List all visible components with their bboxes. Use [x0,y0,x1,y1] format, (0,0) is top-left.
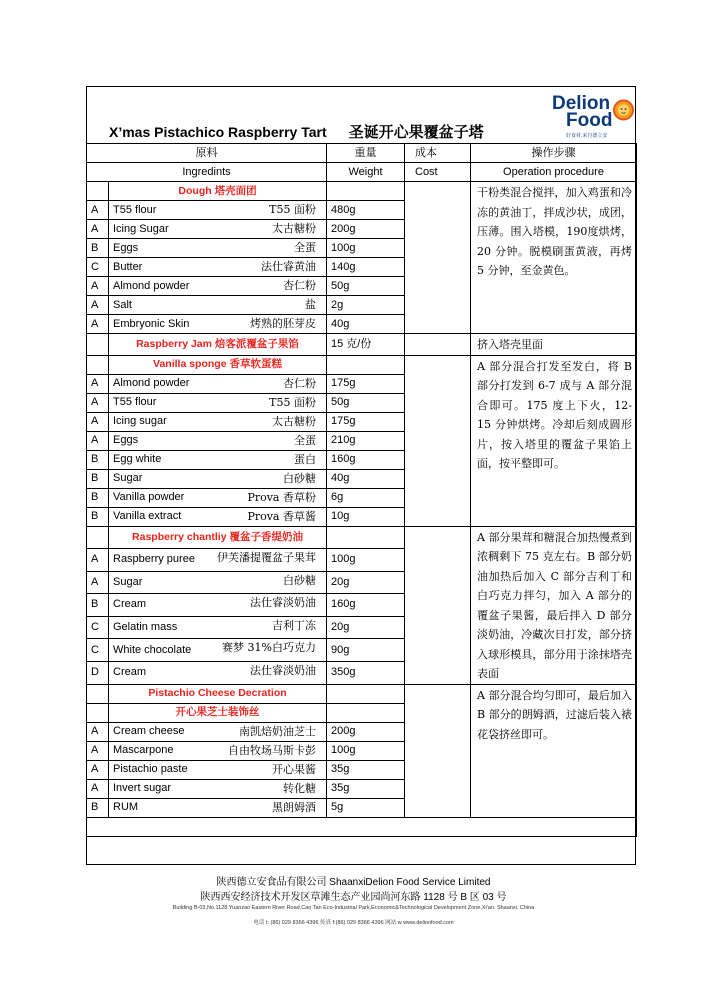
ingredient-name-cn: 全蛋 [294,433,316,447]
ingredient-group: B [87,488,109,507]
col-ingredients-en: Ingredints [87,163,327,182]
ingredient-name-cn: 黑朗姆酒 [272,800,316,814]
section-row [87,526,637,549]
ingredient-name-cn: 伊芙潘提覆盆子果茸 [217,551,316,565]
ingredient-name-cn: 烤熟的胚芽皮 [250,317,316,330]
section-code-cell [87,526,109,549]
ingredient-group: D [87,661,109,684]
ingredient-name [109,258,327,277]
ingredient-weight: 5g [327,798,405,817]
ingredient-name [109,760,327,779]
ingredient-weight: 175g [327,374,405,393]
ingredient-name [109,507,327,526]
ingredient-name [109,594,327,617]
ingredient-weight: 50g [327,393,405,412]
ingredient-name-cn: 吉利丁冻 [272,618,316,632]
ingredient-name-en: Embryonic Skin [113,317,190,330]
section-name: Pistachio Cheese Decration [109,684,327,703]
ingredient-weight: 140g [327,258,405,277]
logo-line1: Delion [552,93,611,114]
header-row-cn [87,144,637,163]
section-cost [405,355,471,526]
ingredient-weight: 480g [327,201,405,220]
ingredient-weight: 100g [327,239,405,258]
ingredient-weight: 175g [327,412,405,431]
section-procedure: A 部分混合均匀即可，最后加入 B 部分的朗姆酒，过滤后装入裱花袋挤丝即可。 [471,684,637,817]
ingredient-weight: 35g [327,779,405,798]
ingredient-name-cn: 转化糖 [283,781,316,795]
title-en: X’mas Pistachico Raspberry Tart [109,124,327,140]
section-weight-cell [327,703,405,722]
ingredient-group: B [87,507,109,526]
ingredient-name-cn: 法仕睿黄油 [261,260,316,273]
ingredient-group: A [87,296,109,315]
ingredient-group: A [87,277,109,296]
ingredient-weight: 35g [327,760,405,779]
ingredient-name-en: RUM [113,801,139,813]
section-cost [405,182,471,334]
ingredient-group: B [87,469,109,488]
ingredient-weight: 350g [327,661,405,684]
ingredient-group: A [87,412,109,431]
ingredient-name [109,549,327,572]
ingredient-name-cn: Prova 香草粉 [247,490,316,504]
ingredient-name-en: Gelatin mass [113,621,178,634]
ingredient-weight: 40g [327,469,405,488]
ingredient-group: A [87,201,109,220]
footer-address-cn: 陕西西安经济技术开发区草滩生态产业园尚河东路 1128 号 B 区 03 号 [200,892,507,903]
header-row-en [87,163,637,182]
ingredient-group: A [87,571,109,594]
ingredient-weight: 160g [327,594,405,617]
ingredient-name [109,450,327,469]
ingredient-weight: 200g [327,722,405,741]
footer-contact: 电话 t: (86) 029 8366 4396 传真 f:(86) 029 8366 4396 网站 w www.delionfood.com [253,920,454,926]
ingredient-name-en: T55 flour [113,203,157,216]
footer-company: 陕西德立安食品有限公司 ShaanxiDelion Food Service Limited [216,877,491,888]
section-row [87,684,637,703]
ingredient-weight: 90g [327,639,405,662]
ingredient-group: C [87,616,109,639]
ingredient-name-en: Pistachio paste [113,763,188,775]
ingredient-name-en: Cream [113,666,147,679]
ingredient-group: A [87,374,109,393]
ingredient-weight: 160g [327,450,405,469]
ingredient-weight: 20g [327,616,405,639]
section-cost [405,684,471,817]
section-code-cell [87,355,109,374]
ingredient-name-cn: 全蛋 [294,241,316,254]
ingredient-group: A [87,779,109,798]
ingredient-name [109,616,327,639]
ingredient-name-cn: 法仕睿淡奶油 [250,663,316,677]
ingredient-name [109,431,327,450]
section-name: Vanilla sponge 香草软蛋糕 [109,355,327,374]
col-procedure-en: Operation procedure [471,163,637,182]
ingredient-weight: 10g [327,507,405,526]
section-cost [405,526,471,684]
col-procedure-cn: 操作步骤 [471,144,637,163]
ingredient-name [109,779,327,798]
section-name: Raspberry chantliy 覆盆子香缇奶油 [109,526,327,549]
title-cn: 圣诞开心果覆盆子塔 [348,123,484,141]
ingredient-name-cn: 白砂糖 [283,573,316,587]
ingredient-group: A [87,220,109,239]
ingredient-name-en: T55 flour [113,396,157,408]
ingredient-weight: 6g [327,488,405,507]
ingredient-group: B [87,594,109,617]
blank-cell [87,817,637,836]
ingredient-name-cn: 开心果酱 [272,762,316,776]
section-row [87,355,637,374]
ingredient-group: A [87,741,109,760]
section-cost [405,334,471,356]
ingredient-name-en: Cream [113,598,147,611]
section-weight [327,182,405,201]
ingredient-name-cn: 自由牧场马斯卡彭 [228,743,316,757]
ingredient-group: C [87,639,109,662]
ingredient-name [109,201,327,220]
section-procedure: 干粉类混合搅拌，加入鸡蛋和冷冻的黄油丁，拌成沙状，成团，压薄。围入塔模，190度烘烤，20 分钟。脱模刷蛋黄液，再烤 5 分钟，至金黄色。 [471,182,637,334]
ingredient-name-cn: 南凯焙奶油芝士 [239,724,316,738]
ingredient-name [109,296,327,315]
section-name: Dough 塔壳面团 [109,182,327,201]
ingredient-name-cn: Prova 香草酱 [247,509,316,523]
ingredient-name [109,639,327,662]
col-cost-en: Cost [405,163,471,182]
footer-address-en: Building B-03,No.1128 Yuanzao Eastern River Road,Cao Tan Eco-Industrial Park,Economic&Technological Development Zone,Xi'an. Shaanxi. China [172,905,535,911]
ingredient-name-en: Egg white [113,453,162,465]
company-logo [552,93,636,141]
ingredient-group: B [87,239,109,258]
section-weight [327,684,405,703]
recipe-sheet [86,86,636,865]
ingredient-name-en: Cream cheese [113,725,185,737]
ingredient-name-en: Raspberry puree [113,553,195,566]
ingredient-name [109,412,327,431]
ingredient-name-cn: 赛梦 31%白巧克力 [222,641,316,655]
ingredient-name-en: Icing Sugar [113,222,169,235]
ingredient-name-cn: 盐 [305,298,316,311]
ingredient-name [109,469,327,488]
blank-row [87,817,637,836]
ingredient-weight: 210g [327,431,405,450]
ingredient-name [109,239,327,258]
section-code-cell [87,703,109,722]
section-procedure: A 部分混合打发至发白，将 B 部分打发到 6-7 成与 A 部分混合即可。175 度上下火，12-15 分钟烘烤。冷却后刻成圆形片，按入塔里的覆盆子果馅上面，按平整即可。 [471,355,637,526]
logo-tagline: 好食材,来自德立安 [566,133,608,139]
ingredient-name-cn: 杏仁粉 [283,376,316,390]
logo-line2: Food [566,110,613,131]
ingredient-weight: 20g [327,571,405,594]
ingredient-weight: 40g [327,315,405,334]
ingredient-name [109,798,327,817]
ingredient-weight: 200g [327,220,405,239]
section-procedure: 挤入塔壳里面 [471,334,637,356]
section-name-cn: 开心果芝士装饰丝 [109,703,327,722]
ingredient-group: C [87,258,109,277]
section-code-cell [87,684,109,703]
ingredient-name-en: Butter [113,260,143,273]
ingredient-weight: 100g [327,549,405,572]
col-weight-cn: 重量 [327,144,405,163]
ingredient-name [109,393,327,412]
col-cost-cn: 成本 [405,144,471,163]
lion-icon [613,96,634,124]
ingredient-name-en: Almond powder [113,279,190,292]
ingredient-name-cn: T55 面粉 [269,395,316,409]
col-weight-en: Weight [327,163,405,182]
ingredient-name [109,277,327,296]
section-weight: 15 克/份 [327,334,405,356]
page-title [109,121,484,142]
ingredient-name-en: Almond powder [113,377,190,389]
col-ingredients-cn: 原料 [87,144,327,163]
section-code-cell [87,334,109,356]
ingredient-weight: 50g [327,277,405,296]
ingredient-group: A [87,549,109,572]
section-weight [327,355,405,374]
ingredient-name-en: Salt [113,298,132,311]
ingredient-group: B [87,450,109,469]
section-procedure: A 部分果茸和糖混合加热慢煮到浓稠剩下 75 克左右。B 部分奶油加热后加入 C 部分吉利丁和白巧克力拌匀，加入 A 部分的覆盆子果酱，最后拌入 D 部分淡奶油，冷藏次日打发，部分挤入球形模具，部分用于涂抹塔壳表面 [471,526,637,684]
ingredient-name [109,315,327,334]
section-code-cell [87,182,109,201]
ingredient-name [109,374,327,393]
ingredient-name-en: Sugar [113,472,143,484]
ingredient-group: A [87,760,109,779]
ingredient-name [109,220,327,239]
ingredient-name [109,741,327,760]
ingredient-name-en: Vanilla extract [113,510,182,522]
ingredient-name-cn: 太古糖粉 [272,222,316,235]
ingredient-name-cn: 太古糖粉 [272,414,316,428]
ingredient-name [109,488,327,507]
ingredient-group: A [87,722,109,741]
ingredient-name [109,571,327,594]
ingredient-name-en: Mascarpone [113,744,174,756]
ingredient-name [109,661,327,684]
ingredient-group: A [87,393,109,412]
ingredient-name-en: Icing sugar [113,415,167,427]
ingredient-name-en: Vanilla powder [113,491,185,503]
ingredient-group: A [87,315,109,334]
section-row [87,182,637,201]
ingredient-group: A [87,431,109,450]
section-row [87,334,637,356]
section-name: Raspberry Jam 焙客派覆盆子果馅 [109,334,327,356]
ingredient-name-cn: 白砂糖 [283,471,316,485]
ingredient-name-en: Eggs [113,434,139,446]
ingredient-name-cn: 蛋白 [294,452,316,466]
ingredient-name-en: White chocolate [113,643,192,656]
ingredient-weight: 2g [327,296,405,315]
ingredient-group: B [87,798,109,817]
section-weight [327,526,405,549]
ingredient-name-en: Eggs [113,241,139,254]
ingredients-table [86,143,637,837]
ingredient-name [109,722,327,741]
ingredient-name-cn: T55 面粉 [269,203,316,216]
ingredient-name-cn: 杏仁粉 [283,279,316,292]
header [87,87,635,143]
ingredient-name-en: Sugar [113,575,143,588]
ingredient-name-cn: 法仕睿淡奶油 [250,596,316,610]
ingredient-name-en: Invert sugar [113,782,172,794]
ingredient-weight: 100g [327,741,405,760]
